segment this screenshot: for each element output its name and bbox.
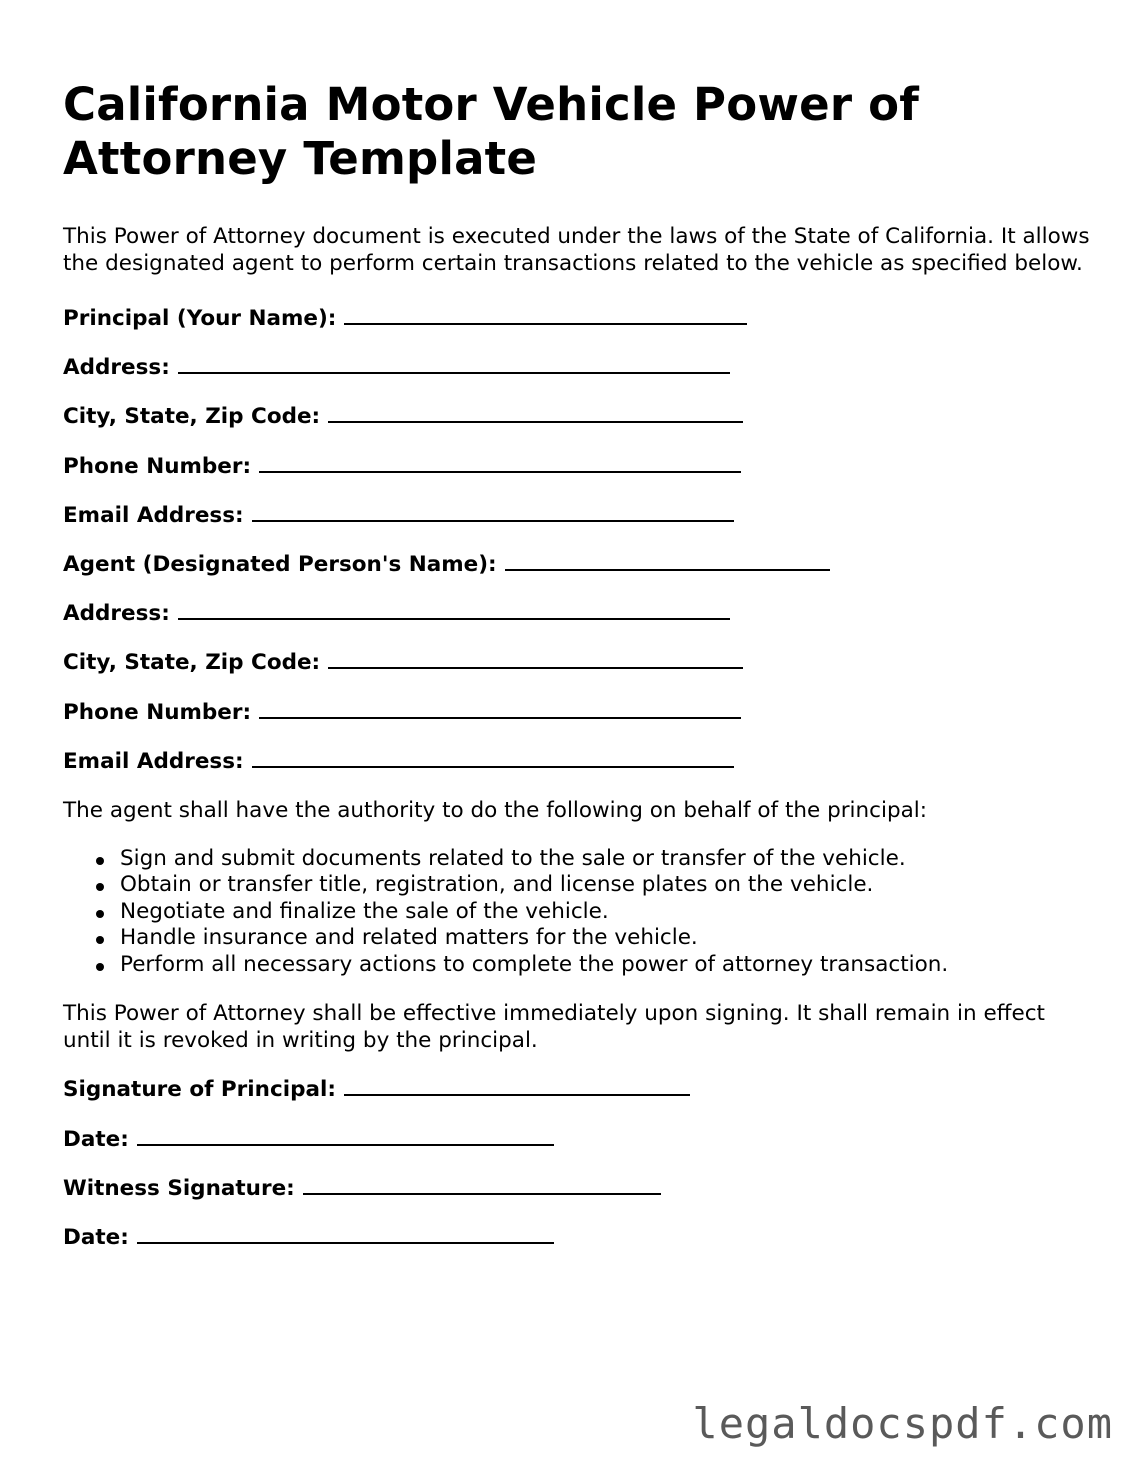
witness-signature-field[interactable] [63,1176,1093,1202]
agent-name-blank[interactable] [505,568,830,571]
agent-name-field[interactable] [63,552,1093,578]
principal-name-blank[interactable] [344,322,747,325]
list-item [63,899,1093,926]
field-label: Phone Number: [63,453,252,479]
principal-phone-blank[interactable] [259,470,741,473]
principal-city-state-zip-blank[interactable] [328,420,743,423]
principal-city-state-zip-field[interactable] [63,404,1093,430]
field-label: Signature of Principal: [63,1077,336,1103]
list-item [63,925,1093,952]
list-item [63,872,1093,899]
agent-address-blank[interactable] [178,617,730,620]
field-label: Email Address: [63,748,244,774]
principal-address-field[interactable] [63,355,1093,381]
agent-section [63,552,1093,775]
page-title: California Motor Vehicle Power of Attorney Template [63,78,919,185]
principal-date-blank[interactable] [137,1143,554,1146]
bullet-icon [96,883,104,891]
document-page [63,78,1093,1274]
bullet-icon [96,936,104,944]
power-text: Handle insurance and related matters for the vehicle. [120,925,698,951]
authority-intro: The agent shall have the authority to do the following on behalf of the principal: [63,797,927,823]
principal-section [63,306,1093,529]
field-label: Phone Number: [63,699,252,725]
bullet-icon [96,857,104,865]
principal-phone-field[interactable] [63,454,1093,480]
agent-phone-blank[interactable] [259,716,741,719]
field-label: Agent (Designated Person's Name): [63,551,497,577]
intro-paragraph: This Power of Attorney document is executed under the laws of the State of California. It allows the designated agent to perform certain transactions related to the vehicle as specified below. [63,224,1090,276]
field-label: City, State, Zip Code: [63,650,321,676]
power-text: Perform all necessary actions to complete the power of attorney transaction. [120,951,949,977]
field-label: Date: [63,1126,129,1152]
field-label: Address: [63,601,170,627]
field-label: City, State, Zip Code: [63,404,321,430]
signature-section [63,1077,1093,1251]
powers-list [63,846,1093,979]
site-watermark: legaldocspdf.com [692,1399,1113,1448]
list-item [63,952,1093,979]
field-label: Date: [63,1224,129,1250]
agent-phone-field[interactable] [63,700,1093,726]
principal-name-field[interactable] [63,306,1093,332]
principal-email-blank[interactable] [252,519,734,522]
bullet-icon [96,963,104,971]
agent-email-field[interactable] [63,749,1093,775]
agent-city-state-zip-field[interactable] [63,650,1093,676]
field-label: Email Address: [63,502,244,528]
principal-signature-blank[interactable] [344,1093,690,1096]
principal-date-field[interactable] [63,1127,1093,1153]
field-label: Address: [63,355,170,381]
power-text: Sign and submit documents related to the sale or transfer of the vehicle. [120,845,906,871]
agent-city-state-zip-blank[interactable] [328,666,743,669]
field-label: Witness Signature: [63,1175,295,1201]
bullet-icon [96,910,104,918]
list-item [63,846,1093,873]
witness-signature-blank[interactable] [303,1192,661,1195]
effect-clause: This Power of Attorney shall be effective immediately upon signing. It shall remain in effect until it is revoked in writing by the principal. [63,1001,1045,1053]
agent-email-blank[interactable] [252,765,734,768]
principal-email-field[interactable] [63,503,1093,529]
power-text: Negotiate and finalize the sale of the vehicle. [120,898,609,924]
principal-signature-field[interactable] [63,1077,1093,1103]
field-label: Principal (Your Name): [63,306,337,331]
agent-address-field[interactable] [63,601,1093,627]
witness-date-blank[interactable] [137,1241,554,1244]
principal-address-blank[interactable] [178,371,730,374]
witness-date-field[interactable] [63,1225,1093,1251]
power-text: Obtain or transfer title, registration, and license plates on the vehicle. [120,872,874,898]
